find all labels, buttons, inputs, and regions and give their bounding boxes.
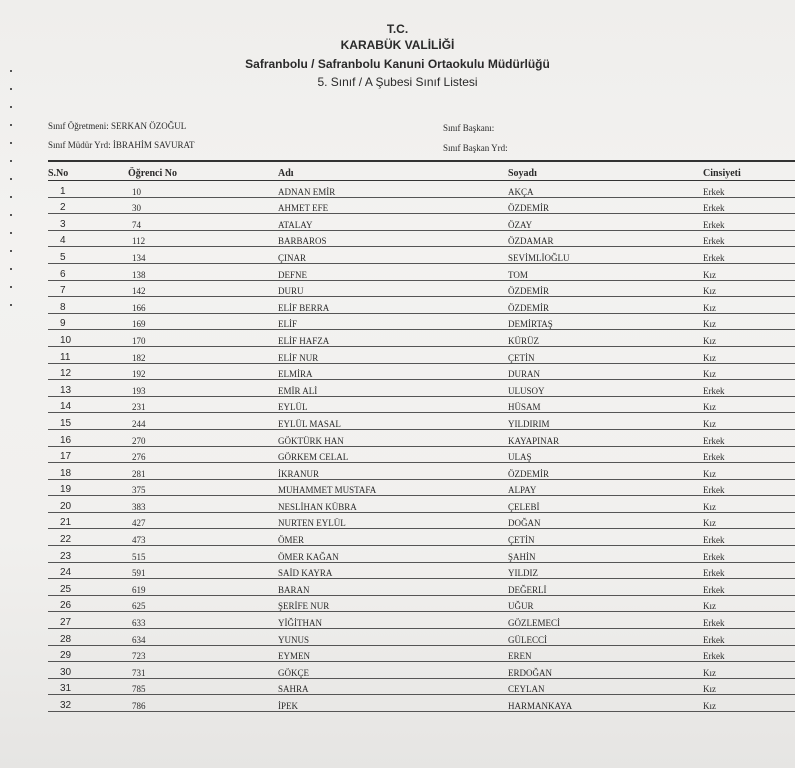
table-row xyxy=(48,678,795,695)
cell-gender: Erkek xyxy=(703,629,795,646)
cell-surname: ALPAY xyxy=(508,479,703,496)
cell-gender: Erkek xyxy=(703,579,795,596)
cell-student-no: 244 xyxy=(128,413,278,430)
cell-sno: 17 xyxy=(48,446,128,463)
table-row xyxy=(48,263,795,280)
col-sno: S.No xyxy=(48,166,128,181)
cell-surname: DEMİRTAŞ xyxy=(508,313,703,330)
col-name: Adı xyxy=(278,166,508,181)
cell-name: ÖMER KAĞAN xyxy=(278,546,508,563)
margin-mark xyxy=(10,304,12,306)
cell-student-no: 515 xyxy=(128,546,278,563)
table-row xyxy=(48,595,795,612)
cell-gender: Kız xyxy=(703,695,795,712)
margin-mark xyxy=(10,250,12,252)
table-row xyxy=(48,529,795,546)
cell-student-no: 142 xyxy=(128,280,278,297)
cell-student-no: 270 xyxy=(128,429,278,446)
cell-name: ADNAN EMİR xyxy=(278,181,508,198)
cell-gender: Erkek xyxy=(703,181,795,198)
cell-gender: Kız xyxy=(703,463,795,480)
table-row xyxy=(48,363,795,380)
cell-sno: 3 xyxy=(48,214,128,231)
cell-name: NURTEN EYLÜL xyxy=(278,512,508,529)
cell-gender: Erkek xyxy=(703,529,795,546)
cell-sno: 5 xyxy=(48,247,128,264)
cell-gender: Erkek xyxy=(703,612,795,629)
margin-mark xyxy=(10,88,12,90)
cell-gender: Erkek xyxy=(703,546,795,563)
cell-sno: 31 xyxy=(48,678,128,695)
cell-surname: ÇETİN xyxy=(508,346,703,363)
cell-name: EYMEN xyxy=(278,645,508,662)
cell-student-no: 138 xyxy=(128,263,278,280)
cell-surname: ÖZDEMİR xyxy=(508,463,703,480)
cell-surname: ÖZDEMİR xyxy=(508,297,703,314)
student-table xyxy=(48,166,795,712)
cell-surname: ŞAHİN xyxy=(508,546,703,563)
vice-principal-label: Sınıf Müdür Yrd: İBRAHİM SAVURAT xyxy=(48,140,195,150)
table-header-row xyxy=(48,166,795,181)
cell-sno: 1 xyxy=(48,181,128,198)
table-row xyxy=(48,380,795,397)
table-row xyxy=(48,512,795,529)
cell-sno: 25 xyxy=(48,579,128,596)
cell-student-no: 112 xyxy=(128,230,278,247)
table-row xyxy=(48,446,795,463)
cell-sno: 19 xyxy=(48,479,128,496)
cell-gender: Kız xyxy=(703,678,795,695)
table-row xyxy=(48,197,795,214)
cell-surname: YILDIZ xyxy=(508,562,703,579)
cell-name: YUNUS xyxy=(278,629,508,646)
table-row xyxy=(48,413,795,430)
cell-student-no: 134 xyxy=(128,247,278,264)
cell-name: GÖKTÜRK HAN xyxy=(278,429,508,446)
cell-student-no: 231 xyxy=(128,396,278,413)
cell-name: YİĞİTHAN xyxy=(278,612,508,629)
cell-student-no: 427 xyxy=(128,512,278,529)
table-row xyxy=(48,546,795,563)
table-row xyxy=(48,496,795,513)
cell-sno: 12 xyxy=(48,363,128,380)
cell-name: EMİR ALİ xyxy=(278,380,508,397)
col-surname: Soyadı xyxy=(508,166,703,181)
cell-surname: GÜLECCİ xyxy=(508,629,703,646)
cell-student-no: 473 xyxy=(128,529,278,546)
cell-name: EYLÜL MASAL xyxy=(278,413,508,430)
cell-student-no: 625 xyxy=(128,595,278,612)
table-row xyxy=(48,214,795,231)
table-row xyxy=(48,313,795,330)
cell-sno: 6 xyxy=(48,263,128,280)
cell-surname: TOM xyxy=(508,263,703,280)
cell-surname: CEYLAN xyxy=(508,678,703,695)
margin-mark xyxy=(10,286,12,288)
header-rule xyxy=(48,160,795,162)
table-row xyxy=(48,230,795,247)
cell-name: İPEK xyxy=(278,695,508,712)
table-row xyxy=(48,645,795,662)
cell-name: ELMİRA xyxy=(278,363,508,380)
table-row xyxy=(48,346,795,363)
cell-name: DEFNE xyxy=(278,263,508,280)
margin-mark xyxy=(10,178,12,180)
table-row xyxy=(48,181,795,198)
cell-name: NESLİHAN KÜBRA xyxy=(278,496,508,513)
cell-surname: ÇELEBİ xyxy=(508,496,703,513)
margin-mark xyxy=(10,232,12,234)
cell-sno: 13 xyxy=(48,380,128,397)
cell-name: ŞERİFE NUR xyxy=(278,595,508,612)
cell-student-no: 10 xyxy=(128,181,278,198)
cell-surname: ÖZDAMAR xyxy=(508,230,703,247)
table-row xyxy=(48,695,795,712)
cell-surname: KÜRÜZ xyxy=(508,330,703,347)
cell-gender: Kız xyxy=(703,662,795,679)
header-governorship: KARABÜK VALİLİĞİ xyxy=(340,38,455,52)
cell-surname: HÜSAM xyxy=(508,396,703,413)
cell-gender: Erkek xyxy=(703,562,795,579)
cell-gender: Kız xyxy=(703,297,795,314)
cell-gender: Kız xyxy=(703,263,795,280)
cell-name: AHMET EFE xyxy=(278,197,508,214)
cell-sno: 32 xyxy=(48,695,128,712)
cell-sno: 9 xyxy=(48,313,128,330)
cell-sno: 8 xyxy=(48,297,128,314)
cell-surname: DEĞERLİ xyxy=(508,579,703,596)
cell-name: ELİF xyxy=(278,313,508,330)
margin-mark xyxy=(10,160,12,162)
cell-name: GÖKÇE xyxy=(278,662,508,679)
cell-name: ELİF HAFZA xyxy=(278,330,508,347)
cell-gender: Erkek xyxy=(703,645,795,662)
cell-gender: Kız xyxy=(703,313,795,330)
cell-gender: Erkek xyxy=(703,230,795,247)
cell-surname: KAYAPINAR xyxy=(508,429,703,446)
cell-gender: Kız xyxy=(703,595,795,612)
cell-gender: Erkek xyxy=(703,446,795,463)
table-row xyxy=(48,629,795,646)
col-student-no: Öğrenci No xyxy=(128,166,278,181)
cell-sno: 15 xyxy=(48,413,128,430)
table-row xyxy=(48,297,795,314)
cell-gender: Erkek xyxy=(703,479,795,496)
class-president-label: Sınıf Başkanı: xyxy=(443,123,495,133)
cell-name: İKRANUR xyxy=(278,463,508,480)
cell-name: ÖMER xyxy=(278,529,508,546)
class-vice-president-label: Sınıf Başkan Yrd: xyxy=(443,143,508,153)
cell-sno: 30 xyxy=(48,662,128,679)
cell-name: ATALAY xyxy=(278,214,508,231)
table-row xyxy=(48,330,795,347)
cell-gender: Kız xyxy=(703,396,795,413)
cell-sno: 10 xyxy=(48,330,128,347)
teacher-label: Sınıf Öğretmeni: SERKAN ÖZOĞUL xyxy=(48,121,187,131)
cell-gender: Kız xyxy=(703,280,795,297)
cell-student-no: 166 xyxy=(128,297,278,314)
cell-name: EYLÜL xyxy=(278,396,508,413)
cell-sno: 27 xyxy=(48,612,128,629)
cell-student-no: 383 xyxy=(128,496,278,513)
cell-surname: DOĞAN xyxy=(508,512,703,529)
cell-surname: ÇETİN xyxy=(508,529,703,546)
cell-gender: Erkek xyxy=(703,247,795,264)
cell-sno: 22 xyxy=(48,529,128,546)
cell-surname: ÖZAY xyxy=(508,214,703,231)
cell-sno: 28 xyxy=(48,629,128,646)
cell-gender: Kız xyxy=(703,330,795,347)
cell-gender: Kız xyxy=(703,363,795,380)
cell-name: ELİF NUR xyxy=(278,346,508,363)
table-row xyxy=(48,396,795,413)
cell-sno: 21 xyxy=(48,512,128,529)
cell-sno: 20 xyxy=(48,496,128,513)
cell-student-no: 723 xyxy=(128,645,278,662)
cell-sno: 24 xyxy=(48,562,128,579)
cell-gender: Erkek xyxy=(703,197,795,214)
cell-gender: Erkek xyxy=(703,380,795,397)
header-class-list: 5. Sınıf / A Şubesi Sınıf Listesi xyxy=(317,75,478,89)
cell-surname: ERDOĞAN xyxy=(508,662,703,679)
table-row xyxy=(48,247,795,264)
margin-mark xyxy=(10,106,12,108)
cell-student-no: 182 xyxy=(128,346,278,363)
cell-sno: 2 xyxy=(48,197,128,214)
cell-surname: AKÇA xyxy=(508,181,703,198)
cell-student-no: 169 xyxy=(128,313,278,330)
cell-gender: Kız xyxy=(703,413,795,430)
cell-gender: Erkek xyxy=(703,429,795,446)
cell-surname: ULAŞ xyxy=(508,446,703,463)
margin-mark xyxy=(10,70,12,72)
cell-name: MUHAMMET MUSTAFA xyxy=(278,479,508,496)
cell-sno: 18 xyxy=(48,463,128,480)
table-row xyxy=(48,562,795,579)
cell-student-no: 375 xyxy=(128,479,278,496)
cell-sno: 23 xyxy=(48,546,128,563)
margin-mark xyxy=(10,142,12,144)
cell-gender: Kız xyxy=(703,512,795,529)
cell-gender: Erkek xyxy=(703,214,795,231)
cell-name: ELİF BERRA xyxy=(278,297,508,314)
cell-student-no: 731 xyxy=(128,662,278,679)
cell-gender: Kız xyxy=(703,346,795,363)
cell-sno: 16 xyxy=(48,429,128,446)
cell-surname: YILDIRIM xyxy=(508,413,703,430)
cell-surname: ÖZDEMİR xyxy=(508,197,703,214)
cell-student-no: 192 xyxy=(128,363,278,380)
cell-student-no: 30 xyxy=(128,197,278,214)
cell-surname: HARMANKAYA xyxy=(508,695,703,712)
cell-surname: DURAN xyxy=(508,363,703,380)
table-row xyxy=(48,463,795,480)
cell-student-no: 634 xyxy=(128,629,278,646)
cell-surname: EREN xyxy=(508,645,703,662)
cell-name: SAİD KAYRA xyxy=(278,562,508,579)
header-school: Safranbolu / Safranbolu Kanuni Ortaokulu Müdürlüğü xyxy=(245,57,550,71)
cell-student-no: 633 xyxy=(128,612,278,629)
cell-sno: 29 xyxy=(48,645,128,662)
cell-sno: 7 xyxy=(48,280,128,297)
cell-student-no: 281 xyxy=(128,463,278,480)
cell-name: ÇINAR xyxy=(278,247,508,264)
table-row xyxy=(48,479,795,496)
cell-gender: Kız xyxy=(703,496,795,513)
cell-student-no: 193 xyxy=(128,380,278,397)
cell-student-no: 74 xyxy=(128,214,278,231)
cell-student-no: 785 xyxy=(128,678,278,695)
cell-name: BARBAROS xyxy=(278,230,508,247)
header-tc: T.C. xyxy=(386,22,409,36)
margin-mark xyxy=(10,268,12,270)
cell-name: BARAN xyxy=(278,579,508,596)
margin-mark xyxy=(10,196,12,198)
margin-mark xyxy=(10,124,12,126)
cell-student-no: 786 xyxy=(128,695,278,712)
col-gender: Cinsiyeti xyxy=(703,166,795,181)
cell-student-no: 276 xyxy=(128,446,278,463)
cell-name: DURU xyxy=(278,280,508,297)
cell-sno: 26 xyxy=(48,595,128,612)
cell-sno: 11 xyxy=(48,346,128,363)
table-row xyxy=(48,662,795,679)
cell-surname: UĞUR xyxy=(508,595,703,612)
cell-name: SAHRA xyxy=(278,678,508,695)
margin-mark xyxy=(10,214,12,216)
cell-surname: ÖZDEMİR xyxy=(508,280,703,297)
cell-sno: 4 xyxy=(48,230,128,247)
cell-surname: ULUSOY xyxy=(508,380,703,397)
cell-sno: 14 xyxy=(48,396,128,413)
cell-surname: SEVİMLİOĞLU xyxy=(508,247,703,264)
cell-name: GÖRKEM CELAL xyxy=(278,446,508,463)
cell-student-no: 591 xyxy=(128,562,278,579)
table-row xyxy=(48,280,795,297)
table-row xyxy=(48,429,795,446)
cell-student-no: 619 xyxy=(128,579,278,596)
table-row xyxy=(48,612,795,629)
cell-student-no: 170 xyxy=(128,330,278,347)
cell-surname: GÖZLEMECİ xyxy=(508,612,703,629)
table-row xyxy=(48,579,795,596)
